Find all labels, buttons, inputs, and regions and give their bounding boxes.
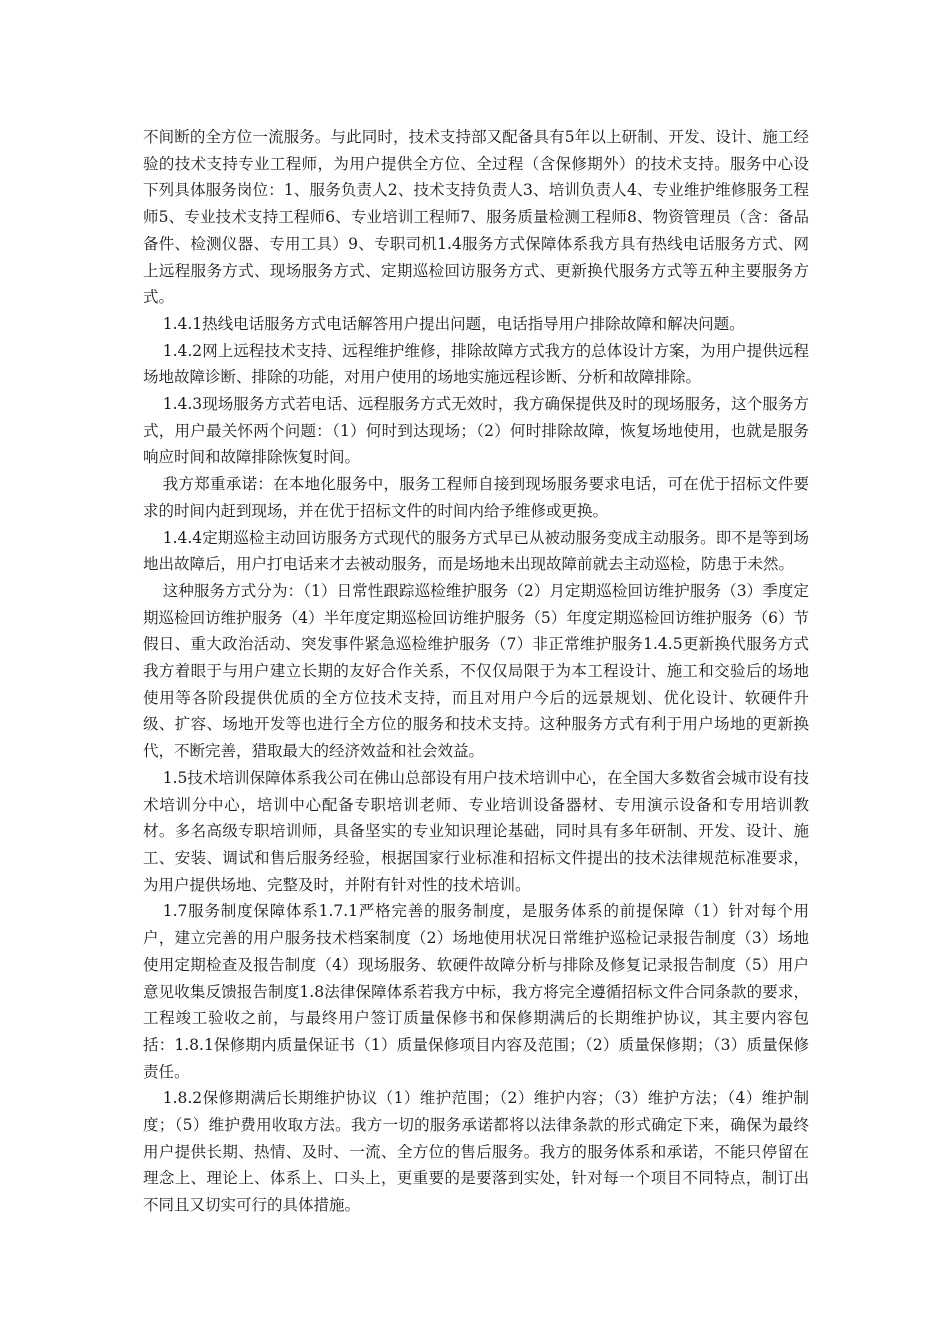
paragraph-remote-support: 1.4.2网上远程技术支持、远程维护维修，排除故障方式我方的总体设计方案，为用户提供远程场地故障诊断、排除的功能，对用户使用的场地实施远程诊断、分析和故障排除。: [143, 341, 809, 387]
paragraph-service-regulations: 1.7服务制度保障体系1.7.1严格完善的服务制度，是服务体系的前提保障（1）针对每个用户，建立完善的用户服务技术档案制度（2）场地使用状况日常维护巡检记录报告制度（3）场地使用定期检查及报告制度（4）现场服务、软硬件故障分析与排除及修复记录报告制度（5）用户意见收集反馈报告制度1.8法律保障体系若我方中标，我方将完全遵循招标文件合同条款的要求，工程竣工验收之前，与最终用户签订质量保修书和保修期满后的长期维护协议，其主要内容包括：1.8.1保修期内质量保证书（1）质量保修项目内容及范围；（2）质量保修期；（3）质量保修责任。: [143, 902, 809, 1081]
paragraph-hotline-service: 1.4.1热线电话服务方式电话解答用户提出问题，电话指导用户排除故障和解决问题。: [162, 314, 745, 333]
paragraph-maintenance-agreement: 1.8.2保修期满后长期维护协议（1）维护范围；（2）维护内容；（3）维护方法；（4）维护制度；（5）维护费用收取方法。我方一切的服务承诺都将以法律条款的形式确定下来，确保为最终用户提供长期、热情、及时、一流、全方位的售后服务。我方的服务体系和承诺，不能只停留在理念上、理论上、体系上、口头上，更重要的是要落到实处，针对每一个项目不同特点，制订出不同且又切实可行的具体措施。: [143, 1089, 809, 1215]
paragraph-service-overview: 不间断的全方位一流服务。与此同时，技术支持部又配备具有5年以上研制、开发、设计、施工经验的技术支持专业工程师，为用户提供全方位、全过程（含保修期外）的技术支持。服务中心设下列具体服务岗位：1、服务负责人2、技术支持负责人3、培训负责人4、专业维护维修服务工程师5、专业技术支持工程师6、专业培训工程师7、服务质量检测工程师8、物资管理员（含：备品备件、检测仪器、专用工具）9、专职司机1.4服务方式保障体系我方具有热线电话服务方式、网上远程服务方式、现场服务方式、定期巡检回访服务方式、更新换代服务方式等五种主要服务方式。: [143, 128, 809, 307]
document-body: [143, 124, 809, 1219]
paragraph-training-system: 1.5技术培训保障体系我公司在佛山总部设有用户技术培训中心，在全国大多数省会城市设有技术培训分中心，培训中心配备专职培训老师、专业培训设备器材、专用演示设备和专用培训教材。多名高级专职培训师，具备坚实的专业知识理论基础，同时具有多年研制、开发、设计、施工、安装、调试和售后服务经验，根据国家行业标准和招标文件提出的技术法律规范标准要求，为用户提供场地、完整及时，并附有针对性的技术培训。: [143, 768, 809, 894]
paragraph-commitment: 我方郑重承诺：在本地化服务中，服务工程师自接到现场服务要求电话，可在优于招标文件要求的时间内赶到现场，并在优于招标文件的时间内给予维修或更换。: [143, 475, 809, 520]
paragraph-onsite-service: 1.4.3现场服务方式若电话、远程服务方式无效时，我方确保提供及时的现场服务，这个服务方式，用户最关怀两个问题：（1）何时到达现场；（2）何时排除故障，恢复场地使用，也就是服务响应时间和故障排除恢复时间。: [143, 395, 809, 467]
paragraph-periodic-inspection: 1.4.4定期巡检主动回访服务方式现代的服务方式早已从被动服务变成主动服务。即不是等到场地出故障后，用户打电话来才去被动服务，而是场地未出现故障前就去主动巡检，防患于未然。: [143, 528, 809, 574]
paragraph-service-types: 这种服务方式分为：（1）日常性跟踪巡检维护服务（2）月定期巡检回访维护服务（3）季度定期巡检回访维护服务（4）半年度定期巡检回访维护服务（5）年度定期巡检回访维护服务（6）节假日、重大政治活动、突发事件紧急巡检维护服务（7）非正常维护服务1.4.5更新换代服务方式我方着眼于与用户建立长期的友好合作关系，不仅仅局限于为本工程设计、施工和交验后的场地使用等各阶段提供优质的全方位技术支持，而且对用户今后的远景规划、优化设计、软硬件升级、扩容、场地开发等也进行全方位的服务和技术支持。这种服务方式有利于用户场地的更新换代，不断完善，猎取最大的经济效益和社会效益。: [143, 581, 809, 761]
